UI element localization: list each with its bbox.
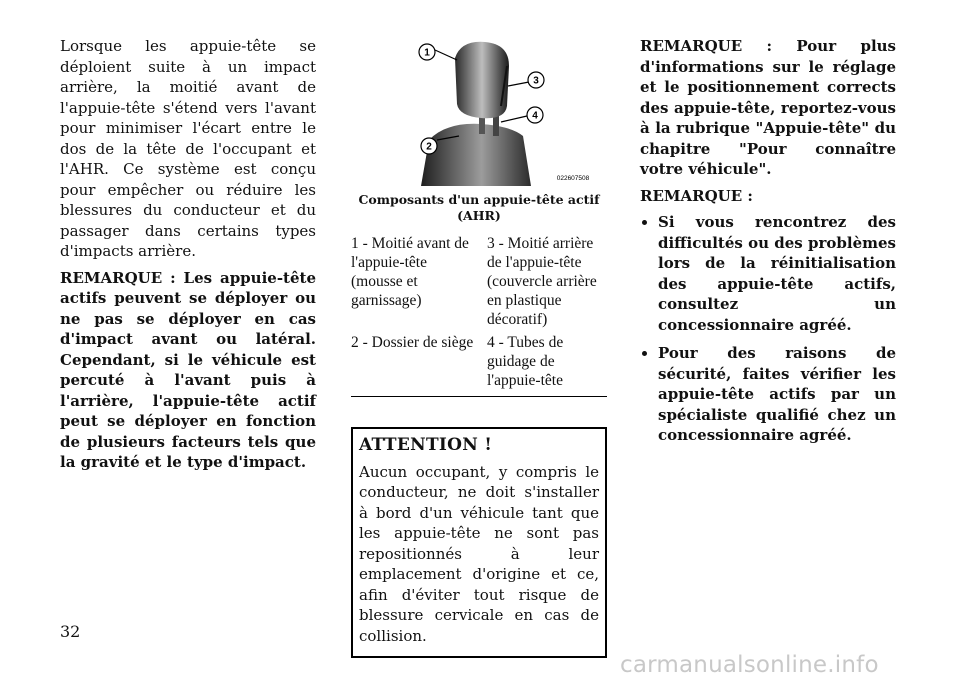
headrest-illustration xyxy=(351,36,607,186)
warning-box xyxy=(351,427,607,658)
headrest-figure xyxy=(351,36,607,186)
warning-body: Aucun occupant, y compris le conducteur, ne doit s'installer à bord d'un véhicule tant que les appuie-tête ne sont pas repositionnés à leur emplacement d'origine et ce, afin d'éviter tout risque de blessure cervicale en cas de collision. xyxy=(359,462,599,645)
headrest-shape xyxy=(455,42,509,118)
remark-label: REMARQUE : xyxy=(640,186,753,205)
figure-legend xyxy=(351,234,607,397)
callout-4: 4 xyxy=(532,110,538,122)
figure-code: 022607508 xyxy=(556,175,590,182)
legend-item: 3 - Moitié arrière de l'appuie-tête (couvercle arrière en plastique décoratif) xyxy=(487,235,597,328)
list-item: • Pour des raisons de sécurité, faites vérifier les appuie-tête actifs par un spécialiste qualifié chez un concessionnaire agréé. xyxy=(658,343,896,446)
legend-item: 4 - Tubes de guidage de l'appuie-tête xyxy=(487,334,564,389)
intro-paragraph: Lorsque les appuie-tête se déploient suite à un impact arrière, la moitié avant de l'appuie-tête s'étend vers l'avant pour minimiser l'écart entre le dos de la tête de l'occupant et l'AHR. Ce système est conçu pour empêcher ou réduire les blessures du conducteur et du passager dans certains types d'impacts arrière. xyxy=(60,37,316,260)
list-item: • Si vous rencontrez des difficultés ou des problèmes lors de la réinitialisation des appuie-tête actifs, consultez un concessionnaire agréé. xyxy=(658,212,896,335)
callout-1: 1 xyxy=(424,47,430,59)
callout-2: 2 xyxy=(426,141,432,153)
remark-settings-paragraph: REMARQUE : Pour plus d'informations sur le réglage et le positionnement corrects des appuie-tête, reportez-vous à la rubrique "Appuie-tête" du chapitre "Pour connaître votre véhicule". xyxy=(640,37,896,178)
legend-item: 1 - Moitié avant de l'appuie-tête (mousse et garnissage) xyxy=(351,235,469,309)
warning-title: ATTENTION ! xyxy=(359,435,493,455)
seat-back-shape xyxy=(421,124,531,186)
left-column xyxy=(60,36,316,479)
legend-item: 2 - Dossier de siège xyxy=(351,334,474,351)
remark-paragraph: REMARQUE : Les appuie-tête actifs peuvent se déployer ou ne pas se déployer en cas d'impact avant ou latéral. Cependant, si le véhicule est percuté à l'avant puis à l'arrière, l'appuie-tête actif peut se déployer en fonction de plusieurs facteurs tels que la gravité et le type d'impact. xyxy=(60,268,316,471)
right-column xyxy=(640,36,896,454)
page-number: 32 xyxy=(60,622,81,641)
watermark: carmanualsonline.info xyxy=(620,652,879,678)
figure-caption: Composants d'un appuie-tête actif (AHR) xyxy=(358,192,600,223)
callout-3: 3 xyxy=(533,75,539,87)
middle-column xyxy=(351,36,607,658)
remark-bullet-list xyxy=(640,212,896,446)
